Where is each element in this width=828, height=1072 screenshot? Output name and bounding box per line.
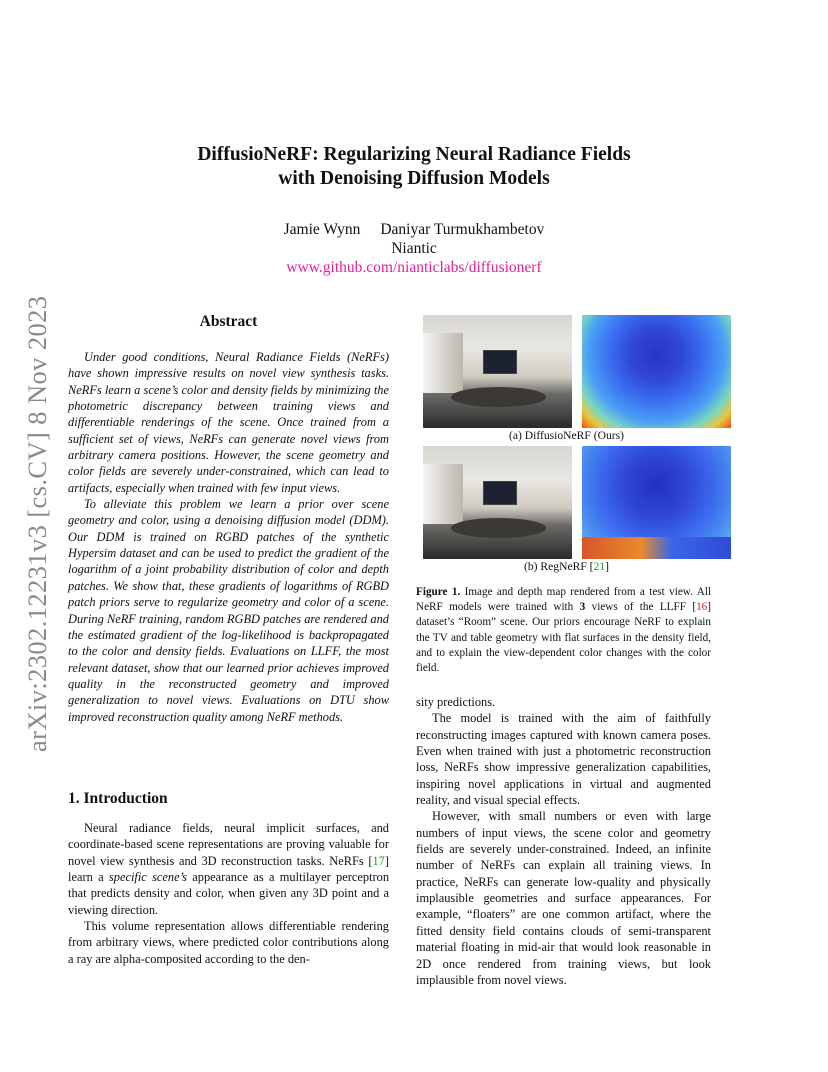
abstract-heading: Abstract bbox=[199, 313, 258, 330]
citation-link[interactable]: 21 bbox=[593, 560, 606, 573]
paper-title bbox=[0, 143, 828, 191]
abstract-paragraph: Under good conditions, Neural Radiance Fields (NeRFs) have shown impressive results on novel view synthesis tasks. NeRFs learn a scene’s color and density fields by minimizing the photometric discrepancy between training views and differentiable renderings of the scene. Once trained from a sufficient set of views, NeRFs can generate novel views from arbitrary camera positions. However, the scene geometry and color fields are severely under-constrained, which can lead to artifacts, especially when trained with few input views. bbox=[68, 350, 389, 495]
right-column-body bbox=[416, 694, 711, 988]
intro-body bbox=[68, 820, 389, 967]
rgb-render-ours bbox=[423, 315, 572, 428]
figure-1 bbox=[423, 315, 710, 575]
author-block bbox=[0, 220, 828, 277]
depth-map-regnerf bbox=[582, 446, 731, 559]
figure-caption: Figure 1. Image and depth map rendered from a test view. All NeRF models were trained with 3 views of the LLFF [16] dataset’s “Room” scene. Our priors encourage NeRF to explain the TV and table geometry with flat surfaces in the density field, and to explain the view-dependent color changes with the color field. bbox=[416, 586, 711, 675]
abstract-paragraph: To alleviate this problem we learn a prior over scene geometry and color, using a denoising diffusion model (DDM). Our DDM is trained on RGBD patches of the synthetic Hypersim dataset and can be used to predict the gradient of the logarithm of a joint probability distribution of color and depth patches. We show that, these gradients of logarithms of RGBD patch priors serve to regularize geometry and color of a scene. During NeRF training, random RGBD patches are rendered and the estimated gradient of the log-likelihood is backpropagated to the color and density fields. Evaluations on LLFF, the most relevant dataset, show that our learned prior achieves improved quality in the reconstructed geometry and improved generalization to novel views. Evaluations on DTU show improved reconstruction quality among NeRF methods. bbox=[68, 497, 389, 724]
body-paragraph: sity predictions. bbox=[416, 695, 496, 709]
intro-paragraph: Neural radiance fields, neural implicit surfaces, and coordinate-based scene representations are proving valuable for novel view synthesis and 3D reconstruction tasks. NeRFs [17] learn a specific scene’s appearance as a multilayer perceptron that predicts density and color, when given any 3D point and a viewing direction. bbox=[68, 821, 390, 917]
arxiv-identifier: arXiv:2302.12231v3 [cs.CV] 8 Nov 2023 bbox=[22, 295, 52, 752]
citation-link[interactable]: 17 bbox=[372, 853, 385, 868]
body-paragraph: However, with small numbers or even with large numbers of input views, the scene color and geometry fields are severely under-constrained. Indeed, an infinite number of NeRFs can explain all training views. In practice, NeRFs can generate low-quality and physically implausible geometries and surface appearances. For example, “floaters” are one common artifact, where the fitted density field contains clouds of semi-transparent material floating in mid-air that would look reasonable in 2D once rendered from training views, but look implausible from novel views. bbox=[416, 809, 711, 987]
body-paragraph: The model is trained with the aim of faithfully reconstructing images captured with known camera poses. Even when trained with just a photometric reconstruction loss, NeRFs show impressive generalization capabilities, inspiring novel applications in virtual and augmented reality, and visual special effects. bbox=[416, 711, 711, 808]
rgb-render-regnerf bbox=[423, 446, 572, 559]
subfigure-caption: (a) DiffusioNeRF (Ours) bbox=[508, 429, 625, 442]
author-name: Daniyar Turmukhambetov bbox=[380, 221, 545, 238]
section-heading: 1. Introduction bbox=[68, 790, 168, 807]
intro-paragraph: This volume representation allows differentiable rendering from arbitrary views, where predicted color contributions along a ray are alpha-composited according to the den- bbox=[68, 919, 389, 966]
figure-label: Figure 1. bbox=[416, 586, 461, 598]
abstract-body bbox=[68, 349, 389, 725]
title-line-2: with Denoising Diffusion Models bbox=[278, 168, 550, 189]
citation-link[interactable]: 16 bbox=[696, 601, 708, 614]
title-line-1: DiffusioNeRF: Regularizing Neural Radiance Fields bbox=[197, 144, 631, 165]
affiliation: Niantic bbox=[391, 240, 437, 257]
subfigure-caption: (b) RegNeRF [21] bbox=[523, 560, 610, 573]
project-link[interactable]: www.github.com/nianticlabs/diffusionerf bbox=[286, 259, 542, 276]
depth-map-ours bbox=[582, 315, 731, 428]
author-name: Jamie Wynn bbox=[283, 221, 361, 238]
